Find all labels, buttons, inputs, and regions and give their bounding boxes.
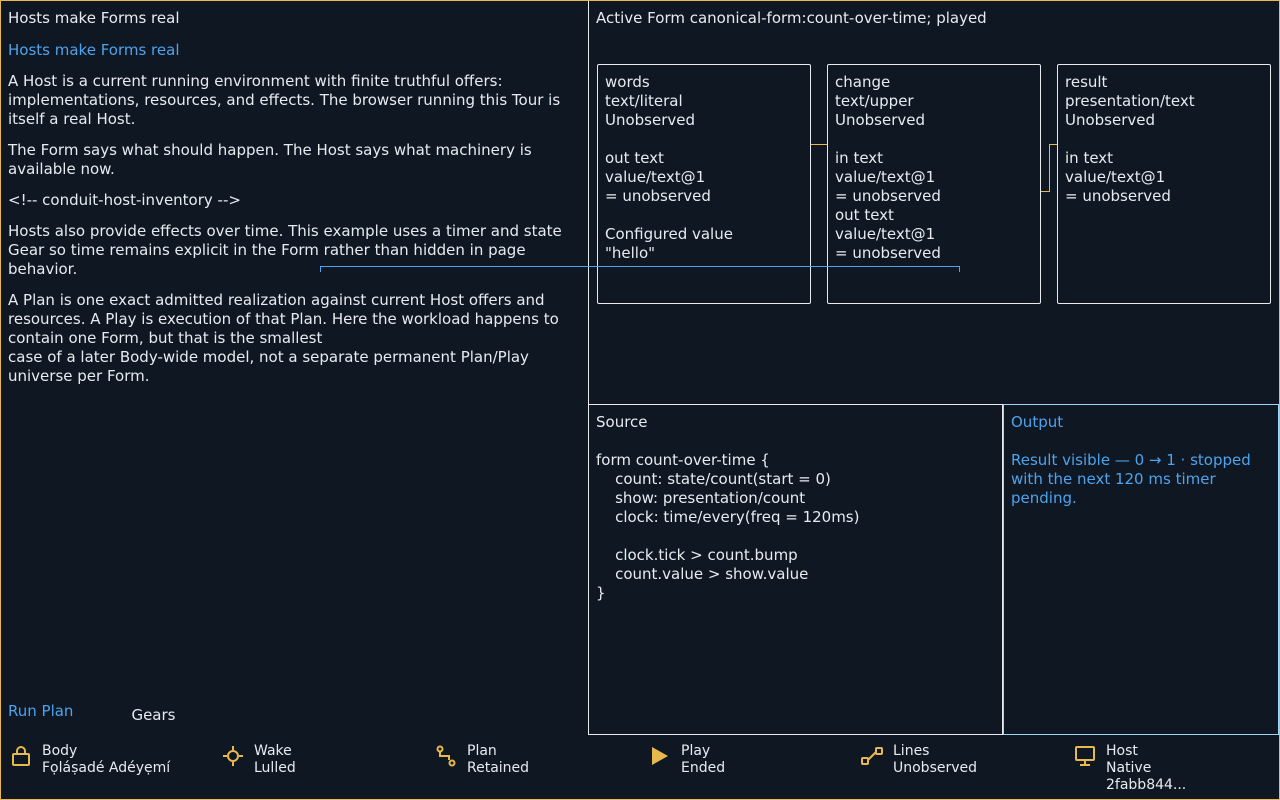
gear-node-change[interactable]: change text/upper Unobserved in text value/text@1 = unobserved out text value/text@1 = unobserved <box>827 64 1041 304</box>
source-panel <box>588 404 1003 735</box>
status-body[interactable] <box>10 743 170 777</box>
status-value: Unobserved <box>893 760 978 776</box>
status-value: Lulled <box>254 760 296 776</box>
host-inventory-comment: <!-- conduit-host-inventory --> <box>8 191 241 209</box>
wire-words-change <box>811 144 827 145</box>
paragraph-effects: Hosts also provide effects over time. This example uses a timer and state Gear so time remains explicit in the Form rather than hidden in page behavior. <box>8 222 562 278</box>
status-value: Fọláṣadé Adéyẹmí <box>42 760 171 776</box>
wire-change-result <box>1041 144 1057 192</box>
run-plan-button[interactable]: Run Plan <box>8 702 74 720</box>
paragraph-form: The Form says what should happen. The Host says what machinery is available now. <box>8 141 532 178</box>
action-row <box>8 702 176 724</box>
status-label: Lines <box>893 743 930 759</box>
paragraph-host: A Host is a current running environment with finite truthful offers: implementations, resources, and effects. The browser running this Tour is itself a real Host. <box>8 72 561 128</box>
status-plan[interactable] <box>435 743 529 777</box>
selection-guide-line <box>320 266 960 272</box>
status-lines[interactable] <box>861 743 977 777</box>
gears-button[interactable]: Gears <box>131 706 176 724</box>
status-wake[interactable] <box>222 743 296 777</box>
tour-panel <box>1 1 588 735</box>
output-result: Result visible — 0 → 1 · stopped with the next 120 ms timer pending. <box>1011 451 1251 507</box>
status-label: Body <box>42 743 78 759</box>
lock-icon <box>10 745 32 767</box>
gear-node-words[interactable]: words text/literal Unobserved out text value/text@1 = unobserved Configured value "hello" <box>597 64 811 304</box>
route-icon <box>435 745 457 767</box>
source-label: Source <box>596 413 648 431</box>
output-panel <box>1003 404 1279 735</box>
gear-node-result[interactable]: result presentation/text Unobserved in text value/text@1 = unobserved <box>1057 64 1271 304</box>
status-value: Native 2fabb844... <box>1106 760 1187 793</box>
output-label: Output <box>1011 413 1064 431</box>
active-form-panel <box>588 1 1279 404</box>
status-label: Play <box>681 743 711 759</box>
status-bar <box>1 735 1279 799</box>
status-play[interactable] <box>649 743 725 777</box>
status-label: Host <box>1106 743 1138 759</box>
active-form-header: Active Form canonical-form:count-over-time; played <box>596 9 987 27</box>
status-host[interactable] <box>1074 743 1186 794</box>
sun-icon <box>222 745 244 767</box>
monitor-icon <box>1074 745 1096 767</box>
source-code[interactable]: form count-over-time { count: state/count(start = 0) show: presentation/count clock: time/every(freq = 120ms) clock.tick > count.bump count.value > show.value } <box>596 451 860 602</box>
status-value: Retained <box>467 760 530 776</box>
page-title: Hosts make Forms real <box>8 9 180 27</box>
status-label: Wake <box>254 743 292 759</box>
section-heading: Hosts make Forms real <box>8 41 180 59</box>
status-value: Ended <box>681 760 726 776</box>
play-icon <box>649 745 671 767</box>
status-label: Plan <box>467 743 497 759</box>
paragraph-plan: A Plan is one exact admitted realization against current Host offers and resources. A Play is execution of that Plan. Here the workload happens to contain one Form, but that is the smallest case of a later Body-wide model, not a separate permanent Plan/Play universe per Form. <box>8 291 559 385</box>
link-icon <box>861 745 883 767</box>
